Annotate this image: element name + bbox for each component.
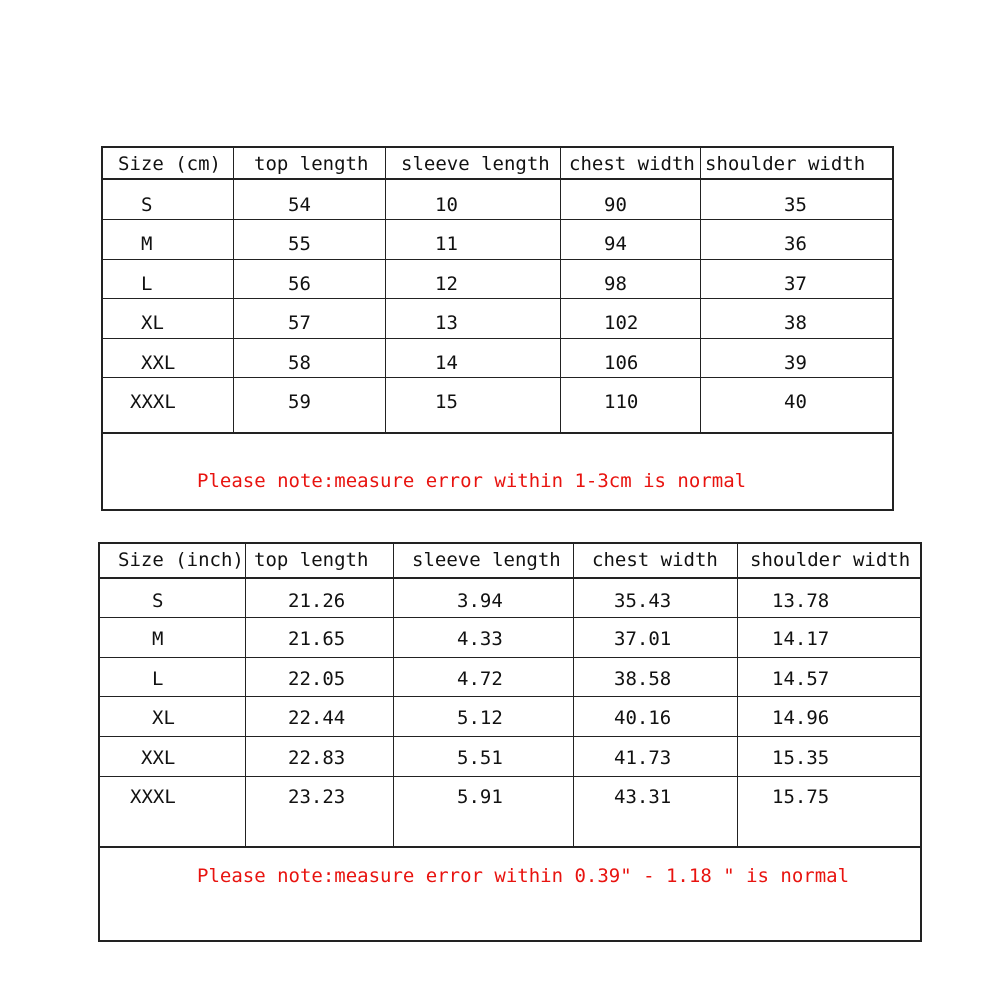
inch-row-xxxl-shoulder: 15.75 (772, 786, 830, 808)
inch-measure-note: Please note:measure error within 0.39" - 1.18 " is normal (197, 865, 850, 887)
cm-row-xl-chest: 102 (604, 312, 639, 334)
cm-row-xxxl-size: XXXL (130, 391, 176, 413)
cm-row-s-top: 54 (288, 194, 311, 216)
cm-row-xl-size: XL (141, 312, 164, 334)
cm-row-l-shoulder: 37 (784, 273, 807, 295)
cm-row-m-size: M (141, 233, 153, 255)
cm-row-m-chest: 94 (604, 233, 627, 255)
inch-row-l-top: 22.05 (288, 668, 346, 690)
inch-row-s-chest: 35.43 (614, 590, 672, 612)
cm-row-l-top: 56 (288, 273, 311, 295)
cm-row-m-top: 55 (288, 233, 311, 255)
inch-row-xxxl-sleeve: 5.91 (457, 786, 503, 808)
inch-row-xl-chest: 40.16 (614, 707, 672, 729)
inch-row-m-size: M (152, 628, 164, 650)
cm-row-m-shoulder: 36 (784, 233, 807, 255)
inch-row-xxxl-top: 23.23 (288, 786, 346, 808)
inch-row-m-chest: 37.01 (614, 628, 672, 650)
inch-row-m-sleeve: 4.33 (457, 628, 503, 650)
inch-row-xl-shoulder: 14.96 (772, 707, 830, 729)
cm-row-xxxl-shoulder: 40 (784, 391, 807, 413)
inch-row-xxl-top: 22.83 (288, 747, 346, 769)
inch-row-m-top: 21.65 (288, 628, 346, 650)
header-top-length: top length (254, 153, 369, 175)
header-top-length-inch: top length (254, 549, 369, 571)
inch-row-xxxl-size: XXXL (130, 786, 176, 808)
cm-row-xxxl-chest: 110 (604, 391, 639, 413)
inch-row-s-top: 21.26 (288, 590, 346, 612)
cm-row-xxxl-top: 59 (288, 391, 311, 413)
inch-row-l-chest: 38.58 (614, 668, 672, 690)
cm-row-xxl-chest: 106 (604, 352, 639, 374)
header-chest-width: chest width (569, 153, 695, 175)
inch-row-xxl-shoulder: 15.35 (772, 747, 830, 769)
inch-row-xl-size: XL (152, 707, 175, 729)
inch-row-l-size: L (152, 668, 164, 690)
cm-row-xxxl-sleeve: 15 (435, 391, 458, 413)
cm-row-l-chest: 98 (604, 273, 627, 295)
inch-row-s-size: S (152, 590, 164, 612)
header-chest-width-inch: chest width (592, 549, 718, 571)
cm-row-xl-top: 57 (288, 312, 311, 334)
inch-row-xl-top: 22.44 (288, 707, 346, 729)
inch-row-xxl-sleeve: 5.51 (457, 747, 503, 769)
inch-row-l-sleeve: 4.72 (457, 668, 503, 690)
cm-row-s-sleeve: 10 (435, 194, 458, 216)
inch-row-s-shoulder: 13.78 (772, 590, 830, 612)
header-sleeve-length-inch: sleeve length (412, 549, 561, 571)
cm-row-xxl-size: XXL (141, 352, 176, 374)
inch-row-s-sleeve: 3.94 (457, 590, 503, 612)
cm-row-m-sleeve: 11 (435, 233, 458, 255)
inch-row-l-shoulder: 14.57 (772, 668, 830, 690)
cm-row-xl-sleeve: 13 (435, 312, 458, 334)
cm-row-l-size: L (141, 273, 153, 295)
inch-row-xl-sleeve: 5.12 (457, 707, 503, 729)
cm-row-xxl-shoulder: 39 (784, 352, 807, 374)
inch-row-xxl-size: XXL (141, 747, 176, 769)
cm-row-s-size: S (141, 194, 153, 216)
cm-row-xl-shoulder: 38 (784, 312, 807, 334)
cm-row-xxl-sleeve: 14 (435, 352, 458, 374)
header-shoulder-width: shoulder width (705, 153, 866, 175)
header-sleeve-length: sleeve length (401, 153, 550, 175)
cm-row-s-shoulder: 35 (784, 194, 807, 216)
cm-row-l-sleeve: 12 (435, 273, 458, 295)
header-size-cm: Size (cm) (118, 153, 221, 175)
header-size-inch: Size (inch) (118, 549, 244, 571)
inch-row-m-shoulder: 14.17 (772, 628, 830, 650)
header-shoulder-width-inch: shoulder width (750, 549, 911, 571)
cm-row-s-chest: 90 (604, 194, 627, 216)
cm-measure-note: Please note:measure error within 1-3cm is normal (197, 470, 747, 492)
inch-row-xxl-chest: 41.73 (614, 747, 672, 769)
inch-row-xxxl-chest: 43.31 (614, 786, 672, 808)
cm-row-xxl-top: 58 (288, 352, 311, 374)
